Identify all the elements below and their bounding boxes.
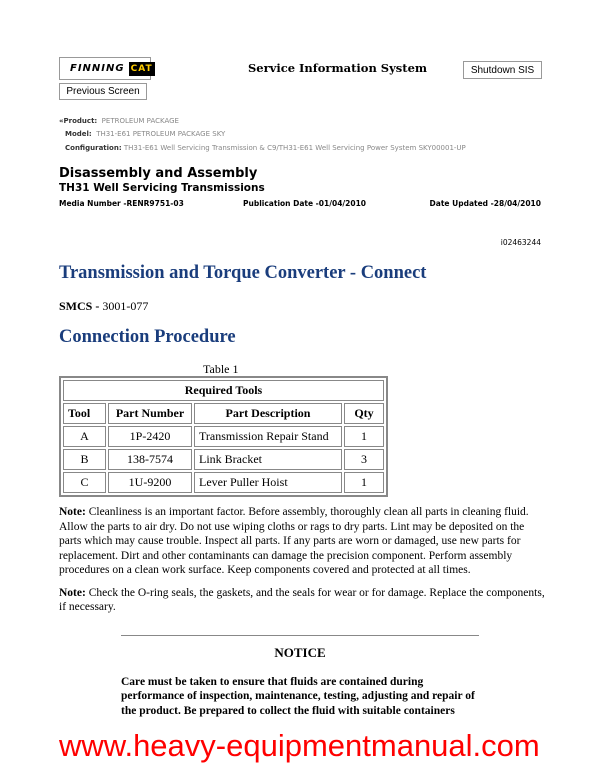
cat-badge: CAT: [130, 63, 153, 74]
breadcrumb-model: [65, 130, 225, 138]
cell-qty: 3: [344, 449, 384, 470]
table-title: Required Tools: [63, 380, 384, 401]
smcs-label: SMCS -: [59, 299, 100, 313]
subsection-heading: TH31 Well Servicing Transmissions: [59, 182, 265, 194]
note-label: Note:: [59, 506, 86, 518]
cell-description: Link Bracket: [194, 449, 342, 470]
cell-tool: C: [63, 472, 106, 493]
table-row: [63, 426, 384, 447]
breadcrumb-product[interactable]: «Product: PETROLEUM PACKAGE: [59, 117, 179, 125]
model-value: TH31-E61 PETROLEUM PACKAGE SKY: [96, 130, 226, 138]
cell-qty: 1: [344, 426, 384, 447]
shutdown-sis-button[interactable]: Shutdown SIS: [463, 61, 542, 79]
page-title: Transmission and Torque Converter - Connect: [59, 263, 427, 283]
header-qty: Qty: [344, 403, 384, 424]
cell-part-number: 1P-2420: [108, 426, 192, 447]
header-part-number: Part Number: [108, 403, 192, 424]
cell-part-number: 1U-9200: [108, 472, 192, 493]
table-caption: Table 1: [203, 362, 239, 376]
cell-tool: A: [63, 426, 106, 447]
header-part-description: Part Description: [194, 403, 342, 424]
note-cleanliness: [59, 505, 549, 578]
product-value: PETROLEUM PACKAGE: [101, 117, 179, 125]
cell-tool: B: [63, 449, 106, 470]
cell-description: Lever Puller Hoist: [194, 472, 342, 493]
date-updated: Date Updated -28/04/2010: [429, 199, 541, 208]
document-id: i02463244: [500, 238, 541, 247]
cell-part-number: 138-7574: [108, 449, 192, 470]
previous-screen-button[interactable]: Previous Screen: [59, 83, 147, 100]
note-seals: [59, 586, 549, 615]
section-heading: Disassembly and Assembly: [59, 166, 258, 181]
config-value: TH31-E61 Well Servicing Transmission & C9/TH31-E61 Well Servicing Power System SKY00001-UP: [123, 144, 466, 152]
cell-description: Transmission Repair Stand: [194, 426, 342, 447]
smcs-value: 3001-077: [102, 299, 149, 313]
smcs-code: [59, 299, 148, 314]
finning-cat-logo: [59, 57, 151, 80]
table-row: [63, 449, 384, 470]
note-text: Check the O-ring seals, the gaskets, and the seals for wear or for damage. Replace the components, if necessary.: [59, 586, 545, 613]
required-tools-table: [59, 376, 388, 497]
app-title: Service Information System: [248, 61, 428, 75]
procedure-title: Connection Procedure: [59, 327, 236, 347]
body-flow: [59, 505, 549, 764]
notice-title: NOTICE: [274, 644, 326, 660]
table-row: [63, 472, 384, 493]
model-label: Model:: [65, 130, 92, 138]
config-label: Configuration:: [65, 144, 122, 152]
notice-text: Care must be taken to ensure that fluids are contained during performance of inspection, maintenance, testing, adjusting and repair of the product. Be prepared to collect the fluid with suitable containers: [121, 675, 475, 717]
header-tool: Tool: [63, 403, 106, 424]
breadcrumb-configuration: [65, 144, 466, 152]
cell-qty: 1: [344, 472, 384, 493]
note-label: Note:: [59, 586, 86, 599]
product-label: Product:: [63, 117, 98, 125]
note-text: Cleanliness is an important factor. Before assembly, thoroughly clean all parts in cleaning fluid. Allow the parts to air dry. Do not use wiping cloths or rags to dry parts. Lint may be deposited on the parts which may cause trouble. Inspect all parts. If any parts are worn or damaged, use new parts for replacement. Dirt and other contaminants can damage the precision component. Perform assembly procedures on a clean work surface. Keep components covered and protected at all times.: [59, 506, 529, 576]
notice-divider: [121, 635, 479, 636]
watermark: www.heavy-equipmentmanual.com: [59, 728, 540, 763]
logo-text: FINNING: [70, 63, 125, 74]
media-number: Media Number -RENR9751-03: [59, 199, 184, 208]
publication-date: Publication Date -01/04/2010: [243, 199, 367, 208]
